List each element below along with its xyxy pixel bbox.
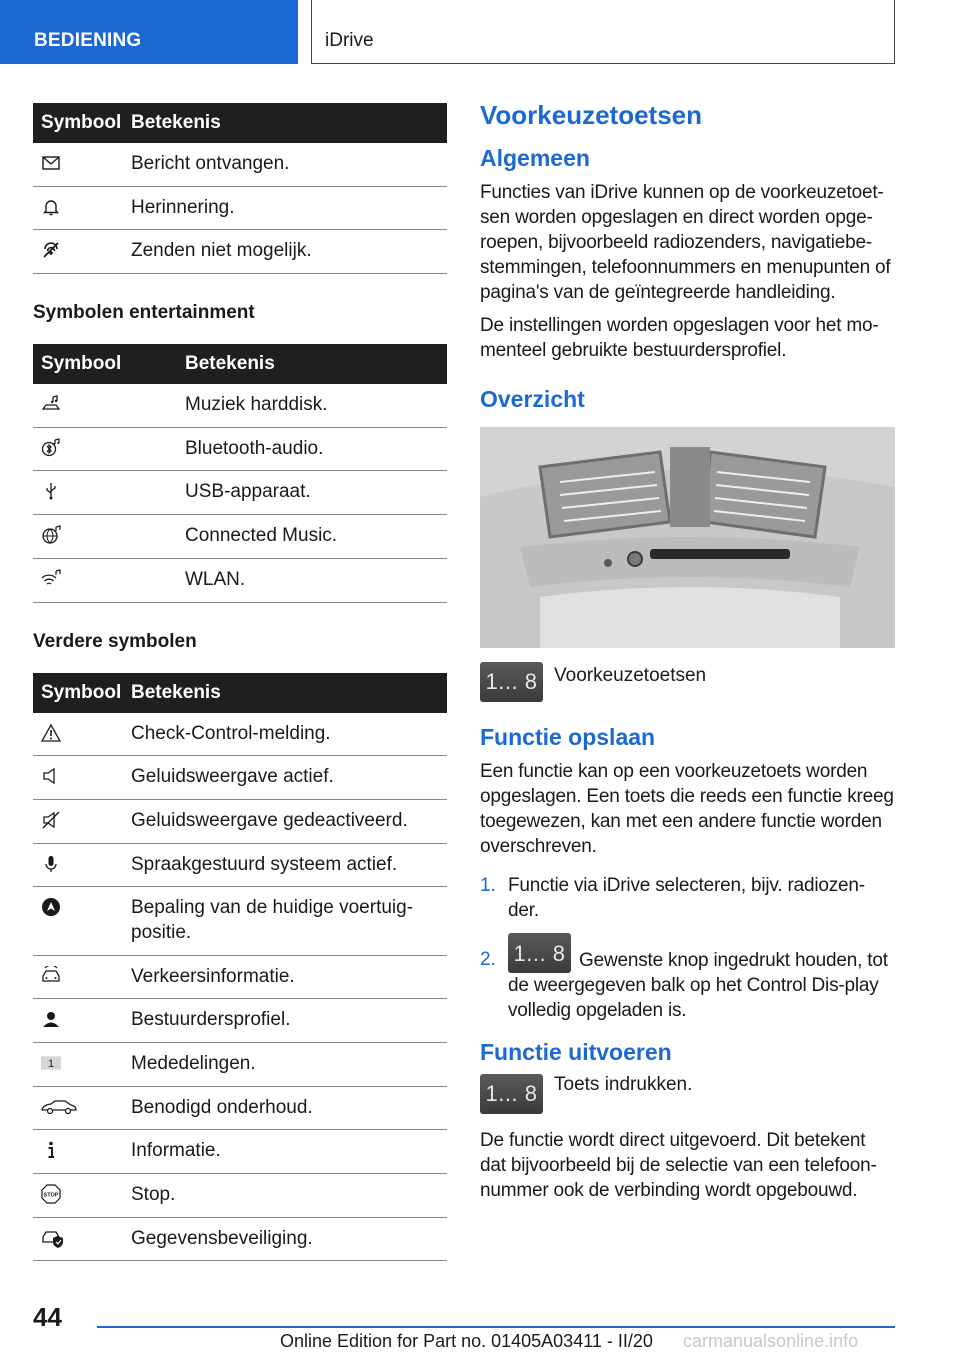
stop-icon: [41, 1184, 61, 1204]
row-text: Geluidsweergave actief.: [131, 756, 447, 800]
execute-heading: Functie uitvoeren: [480, 1039, 672, 1066]
harddisk-music-icon: [41, 394, 61, 414]
page-number: 44: [33, 1302, 62, 1332]
overview-caption-row: [480, 662, 895, 702]
list-item: [480, 873, 895, 923]
row-text: Mededelingen.: [131, 1043, 447, 1087]
usb-icon: [41, 481, 61, 501]
position-icon: [41, 897, 61, 917]
footer-watermark: carmanualsonline.info: [683, 1331, 859, 1351]
data-privacy-icon: [41, 1228, 65, 1248]
table-row: [33, 471, 447, 515]
execute-paragraph: De functie wordt direct uitgevoerd. Dit betekent dat bijvoorbeeld bij de selectie van een telefoon-nummer ook de verbinding wordt opgebouwd.: [480, 1130, 877, 1202]
wlan-icon: [41, 569, 61, 589]
communication-symbols-table: [33, 103, 447, 274]
preset-keys-icon: 1... 8: [480, 1074, 543, 1114]
other-symbols-heading: Verdere symbolen: [33, 630, 197, 652]
section-tab: [0, 0, 298, 64]
table-row: [33, 1086, 447, 1130]
step-text: Functie via iDrive selecteren, bijv. radiozen-der.: [508, 874, 865, 921]
row-text: Bepaling van de huidige voertuig- positie.: [131, 887, 447, 955]
step-text: Gewenste knop ingedrukt houden, tot de weergegeven balk op het Control Dis-play volledig opgeladen is.: [508, 949, 888, 1022]
col-symbol-header: Symbool: [33, 103, 131, 143]
col-meaning-header: Betekenis: [131, 103, 447, 143]
bell-icon: [41, 197, 61, 217]
table-row: [33, 1043, 447, 1087]
table-row: [33, 955, 447, 999]
overview-heading: Overzicht: [480, 385, 585, 412]
execute-caption: Toets indrukken.: [554, 1074, 693, 1096]
warning-triangle-icon: [41, 723, 61, 743]
table-row: [33, 843, 447, 887]
step-number: 2.: [480, 949, 496, 971]
table-row: [33, 143, 447, 186]
chapter-tab: [311, 0, 895, 64]
table-row: [33, 1217, 447, 1261]
table-row: [33, 230, 447, 274]
row-text: Geluidsweergave gedeactiveerd.: [131, 799, 447, 843]
save-heading: Functie opslaan: [480, 723, 656, 750]
row-text: Spraakgestuurd systeem actief.: [131, 843, 447, 887]
row-text: Verkeersinformatie.: [131, 955, 447, 999]
driver-profile-icon: [41, 1009, 61, 1029]
save-steps: [480, 873, 895, 1023]
save-paragraph: Een functie kan op een voorkeuzetoets worden opgeslagen. Een toets die reeds een functie kreeg toegewezen, kan met een andere functie worden overschreven.: [480, 760, 894, 857]
row-text: Bluetooth-audio.: [185, 427, 447, 471]
table-row: [33, 756, 447, 800]
row-text: Bestuurdersprofiel.: [131, 999, 447, 1043]
entertainment-heading: Symbolen entertainment: [33, 302, 255, 324]
table-row: [33, 186, 447, 230]
col-symbol-header: Symbool: [33, 673, 131, 713]
dashboard-photo: [480, 427, 895, 648]
message-count-icon: [41, 1053, 61, 1073]
execute-caption-row: [480, 1074, 895, 1114]
dashboard-illustration: [480, 427, 895, 648]
table-row: [33, 1130, 447, 1174]
table-row: [33, 799, 447, 843]
left-column: [33, 103, 447, 1261]
bluetooth-audio-icon: [41, 438, 61, 458]
row-text: USB-apparaat.: [185, 471, 447, 515]
overview-caption: Voorkeuzetoetsen: [554, 664, 707, 686]
speaker-icon: [41, 766, 61, 786]
preset-keys-icon: 1... 8: [480, 662, 543, 702]
svg-text:1: 1: [47, 1058, 55, 1071]
row-text: Connected Music.: [185, 515, 447, 559]
connected-music-icon: [41, 525, 61, 545]
col-meaning-header: Betekenis: [185, 344, 447, 384]
row-text: Zenden niet mogelijk.: [131, 230, 447, 274]
right-column: [480, 100, 895, 1211]
row-text: Bericht ontvangen.: [131, 143, 447, 186]
col-symbol-header: Symbool: [33, 344, 185, 384]
table-row: [33, 999, 447, 1043]
general-heading: Algemeen: [480, 145, 590, 171]
car-service-icon: [41, 1097, 77, 1117]
step-text-wrapper: [508, 933, 895, 1023]
table-row: [33, 515, 447, 559]
row-text: Informatie.: [131, 1130, 447, 1174]
page-title: Voorkeuzetoetsen: [480, 100, 703, 130]
row-text: Herinnering.: [131, 186, 447, 230]
microphone-icon: [41, 854, 61, 874]
row-text: Gegevensbeveiliging.: [131, 1217, 447, 1261]
preset-keys-icon: 1... 8: [508, 933, 571, 973]
table-row: [33, 558, 447, 602]
row-text: Stop.: [131, 1174, 447, 1218]
entertainment-symbols-table: [33, 344, 447, 602]
table-row: [33, 427, 447, 471]
section-title: BEDIENING: [34, 30, 142, 51]
chapter-title: iDrive: [325, 30, 374, 51]
row-text: Muziek harddisk.: [185, 384, 447, 427]
row-text: Benodigd onderhoud.: [131, 1086, 447, 1130]
envelope-icon: [41, 153, 61, 173]
footer-divider: [97, 1326, 895, 1328]
col-meaning-header: Betekenis: [131, 673, 447, 713]
list-item: [480, 933, 895, 1023]
info-icon: [41, 1140, 61, 1160]
other-symbols-table: [33, 673, 447, 1262]
table-row: [33, 887, 447, 955]
row-text: Check-Control-melding.: [131, 713, 447, 756]
table-row: [33, 1174, 447, 1218]
step-number: 1.: [480, 874, 496, 896]
row-text: WLAN.: [185, 558, 447, 602]
general-paragraph-1: Functies van iDrive kunnen op de voorkeuzetoet-sen worden opgeslagen en direct worden opge-roepen, bijvoorbeeld radiozenders, navigatiebe-stemmingen, telefoonnummers en menupunten of pagina's van de geïntegreerde handleiding.: [480, 182, 891, 304]
general-paragraph-2: De instellingen worden opgeslagen voor het mo-menteel gebruikte bestuurdersprofiel.: [480, 315, 879, 362]
table-row: [33, 384, 447, 427]
no-transmit-icon: [41, 240, 61, 260]
traffic-info-icon: [41, 966, 61, 986]
table-row: [33, 713, 447, 756]
svg-text:STOP: STOP: [43, 1192, 59, 1199]
footer-edition: Online Edition for Part no. 01405A03411 - II/20: [280, 1331, 653, 1351]
speaker-muted-icon: [41, 810, 61, 830]
